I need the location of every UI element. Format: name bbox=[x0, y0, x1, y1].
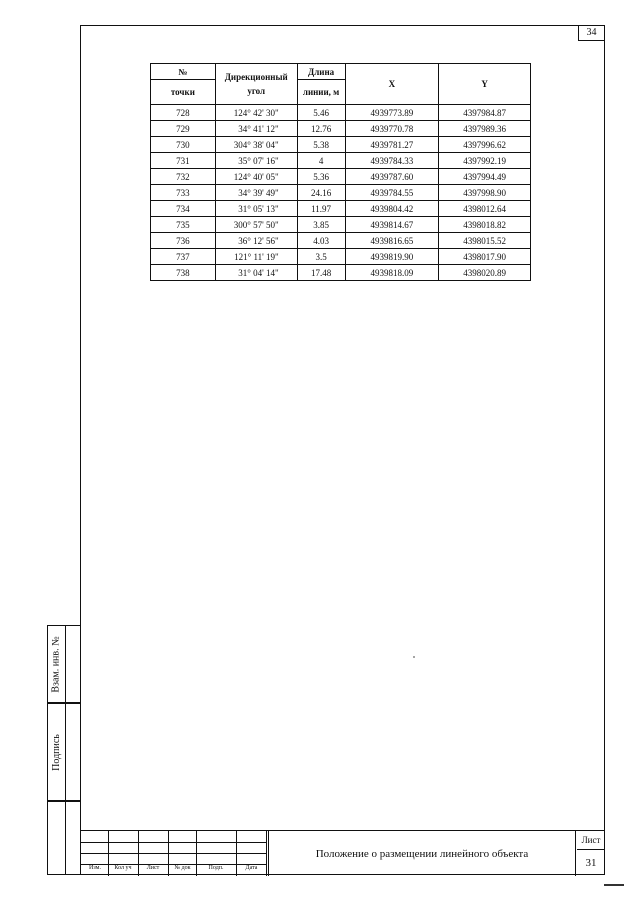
cell-y: 4398017.90 bbox=[439, 249, 531, 265]
cell-point: 734 bbox=[151, 201, 216, 217]
cell-angle: 34° 39' 49" bbox=[215, 185, 297, 201]
cell-x: 4939787.60 bbox=[345, 169, 439, 185]
label-data: Дата bbox=[245, 865, 258, 871]
cell-length: 12.76 bbox=[297, 121, 345, 137]
cell-length: 5.38 bbox=[297, 137, 345, 153]
cell-point: 736 bbox=[151, 233, 216, 249]
margin-label-vzam: Взам. инв. № bbox=[51, 635, 63, 693]
cell-angle: 121° 11' 19" bbox=[215, 249, 297, 265]
scan-speck bbox=[413, 656, 415, 658]
label-n-dok: № док bbox=[174, 865, 191, 871]
sheet-label: Лист bbox=[577, 831, 605, 850]
cell-point: 738 bbox=[151, 265, 216, 281]
margin-label-podpis: Подпись bbox=[51, 733, 63, 771]
sheet-box bbox=[577, 831, 605, 876]
cell-length: 4 bbox=[297, 153, 345, 169]
cell-length: 11.97 bbox=[297, 201, 345, 217]
cell-angle: 300° 57' 50" bbox=[215, 217, 297, 233]
label-izm: Изм. bbox=[89, 865, 101, 871]
cell-length: 3.85 bbox=[297, 217, 345, 233]
title-block bbox=[80, 830, 605, 875]
cell-y: 4397989.36 bbox=[439, 121, 531, 137]
cell-y: 4398018.82 bbox=[439, 217, 531, 233]
cell-angle: 35° 07' 16" bbox=[215, 153, 297, 169]
cell-x: 4939814.67 bbox=[345, 217, 439, 233]
corner-mark bbox=[604, 884, 624, 886]
table-row bbox=[151, 265, 531, 281]
cell-x: 4939773.89 bbox=[345, 105, 439, 121]
table-row bbox=[151, 249, 531, 265]
cell-angle: 304° 38' 04" bbox=[215, 137, 297, 153]
header-length: Длина bbox=[297, 64, 345, 80]
cell-angle: 36° 12' 56" bbox=[215, 233, 297, 249]
margin-cell-podpis bbox=[47, 703, 81, 801]
table-row bbox=[151, 121, 531, 137]
sheet-number: 31 bbox=[585, 857, 597, 869]
cell-y: 4397992.19 bbox=[439, 153, 531, 169]
cell-length: 24.16 bbox=[297, 185, 345, 201]
table-row bbox=[151, 217, 531, 233]
cell-x: 4939781.27 bbox=[345, 137, 439, 153]
cell-y: 4397998.90 bbox=[439, 185, 531, 201]
cell-point: 728 bbox=[151, 105, 216, 121]
table-row bbox=[151, 153, 531, 169]
cell-angle: 124° 42' 30" bbox=[215, 105, 297, 121]
cell-x: 4939784.33 bbox=[345, 153, 439, 169]
margin-cell-blank bbox=[47, 801, 81, 875]
header-no: № bbox=[151, 64, 216, 80]
table-row bbox=[151, 169, 531, 185]
document-title: Положение о размещении линейного объекта bbox=[268, 831, 576, 876]
cell-y: 4397984.87 bbox=[439, 105, 531, 121]
cell-length: 4.03 bbox=[297, 233, 345, 249]
header-y: Y bbox=[439, 64, 531, 105]
header-angle: Дирекционный угол bbox=[215, 64, 297, 105]
cell-y: 4398012.64 bbox=[439, 201, 531, 217]
cell-angle: 31° 05' 13" bbox=[215, 201, 297, 217]
cell-angle: 34° 41' 12" bbox=[215, 121, 297, 137]
title-block-labels bbox=[80, 864, 266, 876]
cell-length: 17.48 bbox=[297, 265, 345, 281]
cell-x: 4939818.09 bbox=[345, 265, 439, 281]
label-podp: Подп. bbox=[208, 865, 224, 871]
cell-x: 4939816.65 bbox=[345, 233, 439, 249]
cell-angle: 31° 04' 14" bbox=[215, 265, 297, 281]
cell-x: 4939804.42 bbox=[345, 201, 439, 217]
cell-y: 4397994.49 bbox=[439, 169, 531, 185]
top-sheet-number: 34 bbox=[578, 25, 605, 41]
margin-stamp bbox=[47, 625, 81, 875]
cell-point: 729 bbox=[151, 121, 216, 137]
cell-point: 732 bbox=[151, 169, 216, 185]
cell-y: 4398020.89 bbox=[439, 265, 531, 281]
table-row bbox=[151, 137, 531, 153]
table-row bbox=[151, 105, 531, 121]
cell-x: 4939819.90 bbox=[345, 249, 439, 265]
cell-length: 3.5 bbox=[297, 249, 345, 265]
header-point: точки bbox=[151, 80, 216, 105]
header-x: X bbox=[345, 64, 439, 105]
label-list: Лист bbox=[146, 865, 160, 871]
margin-cell-vzam bbox=[47, 625, 81, 703]
cell-y: 4398015.52 bbox=[439, 233, 531, 249]
cell-point: 730 bbox=[151, 137, 216, 153]
cell-point: 735 bbox=[151, 217, 216, 233]
label-kol-uch: Кол уч bbox=[114, 865, 132, 871]
cell-point: 733 bbox=[151, 185, 216, 201]
cell-point: 731 bbox=[151, 153, 216, 169]
coordinates-table bbox=[150, 63, 531, 281]
cell-length: 5.46 bbox=[297, 105, 345, 121]
table-row bbox=[151, 185, 531, 201]
cell-length: 5.36 bbox=[297, 169, 345, 185]
table-row bbox=[151, 201, 531, 217]
header-length-unit: линии, м bbox=[297, 80, 345, 105]
cell-y: 4397996.62 bbox=[439, 137, 531, 153]
table-row bbox=[151, 233, 531, 249]
cell-x: 4939770.78 bbox=[345, 121, 439, 137]
cell-x: 4939784.55 bbox=[345, 185, 439, 201]
cell-point: 737 bbox=[151, 249, 216, 265]
cell-angle: 124° 40' 05" bbox=[215, 169, 297, 185]
